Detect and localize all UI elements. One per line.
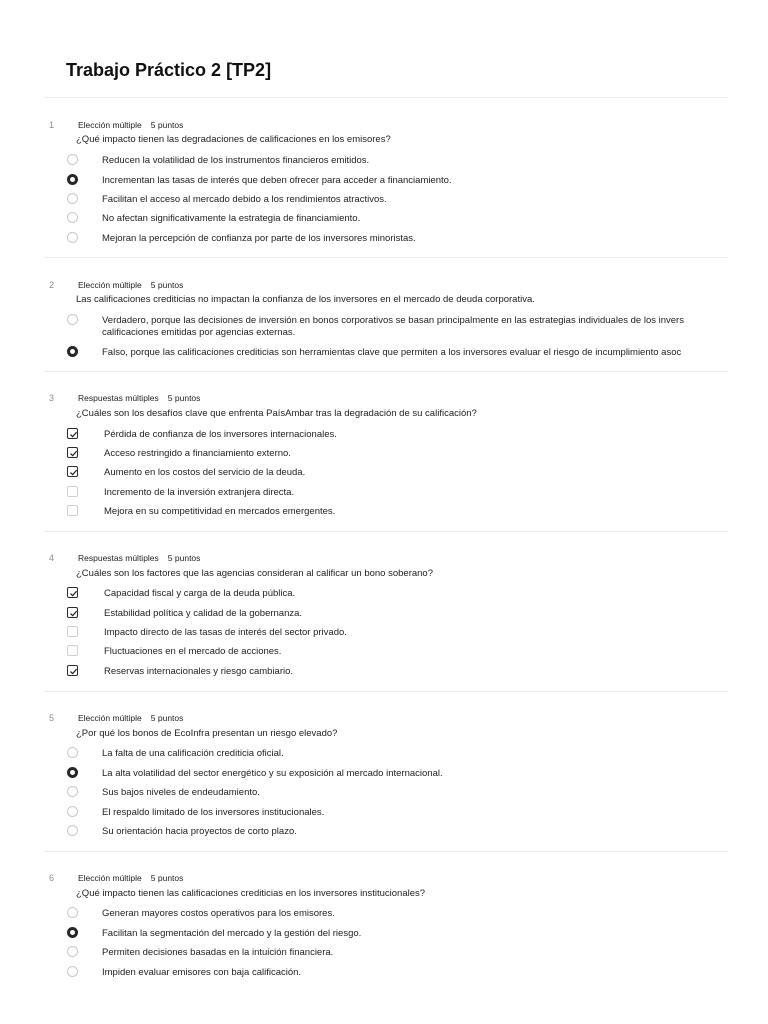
answer-option[interactable] xyxy=(66,314,736,340)
answer-option[interactable] xyxy=(66,966,736,982)
answer-label: Capacidad fiscal y carga de la deuda pública. xyxy=(104,588,296,599)
question-text: ¿Qué impacto tienen las degradaciones de calificaciones en los emisores? xyxy=(76,134,391,145)
answer-label: Falso, porque las calificaciones crediticias son herramientas clave que permiten a los inversores evaluar el riesgo de incumplimiento asoc xyxy=(102,347,682,358)
answer-option[interactable] xyxy=(66,505,736,521)
radio-button-selected[interactable] xyxy=(67,767,78,778)
checkbox-checked[interactable] xyxy=(67,447,78,458)
question-type: Elección múltiple xyxy=(78,280,142,290)
question-text: ¿Cuáles son los desafíos clave que enfrenta PaísAmbar tras la degradación de su calificación? xyxy=(76,408,477,419)
question-meta xyxy=(78,873,183,883)
answer-option[interactable] xyxy=(66,212,736,228)
answer-option[interactable] xyxy=(66,747,736,763)
answer-option[interactable] xyxy=(66,946,736,962)
radio-button[interactable] xyxy=(67,212,78,223)
answer-option[interactable] xyxy=(66,786,736,802)
checkbox-checked[interactable] xyxy=(67,587,78,598)
question-points: 5 puntos xyxy=(150,873,184,883)
answer-label: Generan mayores costos operativos para los emisores. xyxy=(102,908,335,919)
checkbox-checked[interactable] xyxy=(67,665,78,676)
checkbox[interactable] xyxy=(67,505,78,516)
question-number: 6 xyxy=(49,873,55,883)
divider xyxy=(44,851,728,852)
question-number: 1 xyxy=(49,120,55,130)
answer-option[interactable] xyxy=(66,587,736,603)
answer-option[interactable] xyxy=(66,466,736,482)
answer-label: Su orientación hacia proyectos de corto plazo. xyxy=(102,826,297,837)
answer-label: Mejora en su competitividad en mercados emergentes. xyxy=(104,506,336,517)
question-points: 5 puntos xyxy=(150,280,184,290)
question-number: 2 xyxy=(49,280,55,290)
answer-label: Sus bajos niveles de endeudamiento. xyxy=(102,787,260,798)
checkmark-icon xyxy=(68,608,79,619)
question-meta xyxy=(78,120,183,130)
answer-option[interactable] xyxy=(66,154,736,170)
question-text: ¿Cuáles son los factores que las agencias consideran al calificar un bono soberano? xyxy=(76,568,433,579)
checkmark-icon xyxy=(68,588,79,599)
radio-button-selected[interactable] xyxy=(67,927,78,938)
answer-label: Impacto directo de las tasas de interés del sector privado. xyxy=(104,627,347,638)
checkbox[interactable] xyxy=(67,645,78,656)
divider xyxy=(44,691,728,692)
answer-option[interactable] xyxy=(66,626,736,642)
answer-label: Fluctuaciones en el mercado de acciones. xyxy=(104,646,282,657)
question-number: 4 xyxy=(49,553,55,563)
answer-label: Reservas internacionales y riesgo cambiario. xyxy=(104,666,294,677)
answer-label: Acceso restringido a financiamiento externo. xyxy=(104,448,291,459)
radio-button[interactable] xyxy=(67,966,78,977)
question-meta xyxy=(78,280,183,290)
checkmark-icon xyxy=(68,429,79,440)
radio-button-selected[interactable] xyxy=(67,346,78,357)
answer-option[interactable] xyxy=(66,486,736,502)
radio-button[interactable] xyxy=(67,946,78,957)
question-number: 3 xyxy=(49,393,55,403)
divider xyxy=(44,257,728,258)
answer-label: Aumento en los costos del servicio de la deuda. xyxy=(104,467,306,478)
question-points: 5 puntos xyxy=(167,393,201,403)
answer-option[interactable] xyxy=(66,346,736,362)
answer-option[interactable] xyxy=(66,232,736,248)
checkbox[interactable] xyxy=(67,486,78,497)
answer-label: Incremento de la inversión extranjera directa. xyxy=(104,487,295,498)
answer-option[interactable] xyxy=(66,607,736,623)
checkbox-checked[interactable] xyxy=(67,607,78,618)
answer-label: Pérdida de confianza de los inversores internacionales. xyxy=(104,429,337,440)
checkmark-icon xyxy=(68,448,79,459)
answer-label: Impiden evaluar emisores con baja calificación. xyxy=(102,967,302,978)
question-points: 5 puntos xyxy=(150,713,184,723)
divider xyxy=(44,97,728,98)
answer-label: La alta volatilidad del sector energético y su exposición al mercado internacional. xyxy=(102,768,443,779)
radio-button[interactable] xyxy=(67,154,78,165)
answer-option[interactable] xyxy=(66,806,736,822)
answer-label-line2: calificaciones emitidas por agencias externas. xyxy=(102,327,296,338)
radio-button[interactable] xyxy=(67,193,78,204)
checkbox[interactable] xyxy=(67,626,78,637)
answer-label: La falta de una calificación crediticia oficial. xyxy=(102,748,284,759)
question-text: Las calificaciones crediticias no impactan la confianza de los inversores en el mercado de deuda corporativa. xyxy=(76,294,535,305)
divider xyxy=(44,371,728,372)
answer-label: Reducen la volatilidad de los instrumentos financieros emitidos. xyxy=(102,155,370,166)
checkmark-icon xyxy=(68,666,79,677)
answer-option[interactable] xyxy=(66,447,736,463)
answer-label: Facilitan el acceso al mercado debido a los rendimientos atractivos. xyxy=(102,194,387,205)
answer-option[interactable] xyxy=(66,174,736,190)
question-number: 5 xyxy=(49,713,55,723)
question-type: Elección múltiple xyxy=(78,873,142,883)
radio-button[interactable] xyxy=(67,907,78,918)
question-points: 5 puntos xyxy=(167,553,201,563)
radio-button[interactable] xyxy=(67,314,78,325)
answer-label: Facilitan la segmentación del mercado y la gestión del riesgo. xyxy=(102,928,362,939)
radio-button[interactable] xyxy=(67,232,78,243)
checkbox-checked[interactable] xyxy=(67,428,78,439)
answer-label: No afectan significativamente la estrategia de financiamiento. xyxy=(102,213,361,224)
radio-button[interactable] xyxy=(67,747,78,758)
radio-button[interactable] xyxy=(67,825,78,836)
answer-option[interactable] xyxy=(66,927,736,943)
radio-button-selected[interactable] xyxy=(67,174,78,185)
checkbox-checked[interactable] xyxy=(67,466,78,477)
question-meta xyxy=(78,553,200,563)
question-text: ¿Qué impacto tienen las calificaciones crediticias en los inversores institucionales? xyxy=(76,888,426,899)
answer-label: Permiten decisiones basadas en la intuición financiera. xyxy=(102,947,334,958)
question-meta xyxy=(78,713,183,723)
question-text: ¿Por qué los bonos de EcoInfra presentan un riesgo elevado? xyxy=(76,728,338,739)
answer-option[interactable] xyxy=(66,665,736,681)
answer-label: Estabilidad política y calidad de la gobernanza. xyxy=(104,608,303,619)
page-title: Trabajo Práctico 2 [TP2] xyxy=(66,60,272,80)
checkmark-icon xyxy=(68,467,79,478)
answer-option[interactable] xyxy=(66,767,736,783)
question-type: Respuestas múltiples xyxy=(78,553,159,563)
divider xyxy=(44,531,728,532)
answer-option[interactable] xyxy=(66,645,736,661)
question-type: Respuestas múltiples xyxy=(78,393,159,403)
radio-button[interactable] xyxy=(67,806,78,817)
answer-label: Incrementan las tasas de interés que deben ofrecer para acceder a financiamiento. xyxy=(102,175,452,186)
question-type: Elección múltiple xyxy=(78,713,142,723)
question-points: 5 puntos xyxy=(150,120,184,130)
radio-button[interactable] xyxy=(67,786,78,797)
answer-label: Mejoran la percepción de confianza por parte de los inversores minoristas. xyxy=(102,233,416,244)
answer-option[interactable] xyxy=(66,907,736,923)
question-type: Elección múltiple xyxy=(78,120,142,130)
answer-option[interactable] xyxy=(66,428,736,444)
answer-option[interactable] xyxy=(66,825,736,841)
answer-label: Verdadero, porque las decisiones de inversión en bonos corporativos se basan principalmente en las estrategias individuales de los invers xyxy=(102,315,684,326)
answer-label: El respaldo limitado de los inversores institucionales. xyxy=(102,807,325,818)
question-meta xyxy=(78,393,200,403)
answer-option[interactable] xyxy=(66,193,736,209)
